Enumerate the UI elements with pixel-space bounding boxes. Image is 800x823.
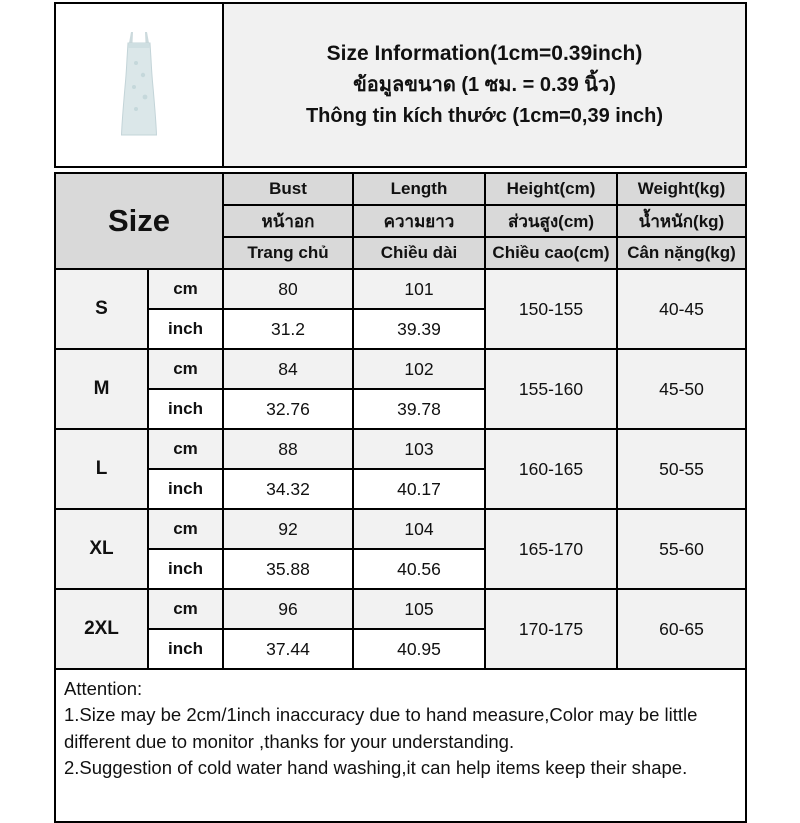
length-cm-2xl: 105 — [353, 589, 485, 629]
col-header-length-en: Length — [353, 173, 485, 205]
size-cell-xl: XL — [55, 509, 148, 589]
col-header-length-th: ความยาว — [353, 205, 485, 237]
slip-dress-icon — [109, 29, 169, 141]
title-thai: ข้อมูลขนาด (1 ซม. = 0.39 นิ้ว) — [353, 74, 616, 97]
table-row-s-cm — [55, 269, 746, 309]
attention-line-2: 2.Suggestion of cold water hand washing,it can help items keep their shape. — [64, 756, 688, 778]
bust-cm-s: 80 — [223, 269, 353, 309]
length-inch-m: 39.78 — [353, 389, 485, 429]
height-s: 150-155 — [485, 269, 617, 349]
attention-line-1: 1.Size may be 2cm/1inch inaccuracy due to hand measure,Color may be little different due to monitor ,thanks for your understanding. — [64, 704, 698, 752]
title-cell — [223, 3, 746, 167]
bust-cm-xl: 92 — [223, 509, 353, 549]
product-image-cell — [55, 3, 223, 167]
weight-xl: 55-60 — [617, 509, 746, 589]
size-header: Size — [55, 173, 223, 269]
dress-image — [56, 4, 222, 166]
bust-inch-m: 32.76 — [223, 389, 353, 429]
header-row-en — [55, 173, 746, 205]
unit-label-inch: inch — [148, 469, 223, 509]
unit-label-inch: inch — [148, 549, 223, 589]
weight-s: 40-45 — [617, 269, 746, 349]
col-header-weight-vi: Cân nặng(kg) — [617, 237, 746, 269]
unit-label-inch: inch — [148, 389, 223, 429]
length-inch-2xl: 40.95 — [353, 629, 485, 669]
height-m: 155-160 — [485, 349, 617, 429]
bust-cm-2xl: 96 — [223, 589, 353, 629]
length-cm-l: 103 — [353, 429, 485, 469]
unit-label-cm: cm — [148, 429, 223, 469]
unit-label-cm: cm — [148, 349, 223, 389]
col-header-bust-en: Bust — [223, 173, 353, 205]
bust-cm-m: 84 — [223, 349, 353, 389]
title-vietnamese: Thông tin kích thước (1cm=0,39 inch) — [305, 105, 664, 128]
col-header-height-vi: Chiều cao(cm) — [485, 237, 617, 269]
bust-inch-xl: 35.88 — [223, 549, 353, 589]
table-row-xl-cm — [55, 509, 746, 549]
unit-label-inch: inch — [148, 309, 223, 349]
table-row-l-cm — [55, 429, 746, 469]
length-cm-xl: 104 — [353, 509, 485, 549]
title-block — [54, 2, 747, 168]
height-xl: 165-170 — [485, 509, 617, 589]
size-cell-s: S — [55, 269, 148, 349]
col-header-bust-vi: Trang chủ — [223, 237, 353, 269]
col-header-height-th: ส่วนสูง(cm) — [485, 205, 617, 237]
col-header-length-vi: Chiều dài — [353, 237, 485, 269]
height-l: 160-165 — [485, 429, 617, 509]
size-cell-2xl: 2XL — [55, 589, 148, 669]
length-cm-m: 102 — [353, 349, 485, 389]
table-row-2xl-cm — [55, 589, 746, 629]
unit-label-cm: cm — [148, 589, 223, 629]
col-header-height-en: Height(cm) — [485, 173, 617, 205]
weight-l: 50-55 — [617, 429, 746, 509]
attention-note — [55, 669, 746, 822]
size-cell-l: L — [55, 429, 148, 509]
bust-inch-l: 34.32 — [223, 469, 353, 509]
bust-cm-l: 88 — [223, 429, 353, 469]
size-cell-m: M — [55, 349, 148, 429]
bust-inch-2xl: 37.44 — [223, 629, 353, 669]
title-english: Size Information(1cm=0.39inch) — [326, 41, 643, 65]
unit-label-cm: cm — [148, 269, 223, 309]
weight-2xl: 60-65 — [617, 589, 746, 669]
attention-title: Attention: — [64, 678, 143, 699]
weight-m: 45-50 — [617, 349, 746, 429]
col-header-bust-th: หน้าอก — [223, 205, 353, 237]
height-2xl: 170-175 — [485, 589, 617, 669]
col-header-weight-th: น้ำหนัก(kg) — [617, 205, 746, 237]
size-chart — [54, 2, 745, 823]
attention-row — [55, 669, 746, 822]
length-inch-l: 40.17 — [353, 469, 485, 509]
table-row-m-cm — [55, 349, 746, 389]
bust-inch-s: 31.2 — [223, 309, 353, 349]
length-inch-s: 39.39 — [353, 309, 485, 349]
unit-label-inch: inch — [148, 629, 223, 669]
length-cm-s: 101 — [353, 269, 485, 309]
size-table — [54, 172, 747, 823]
col-header-weight-en: Weight(kg) — [617, 173, 746, 205]
length-inch-xl: 40.56 — [353, 549, 485, 589]
unit-label-cm: cm — [148, 509, 223, 549]
